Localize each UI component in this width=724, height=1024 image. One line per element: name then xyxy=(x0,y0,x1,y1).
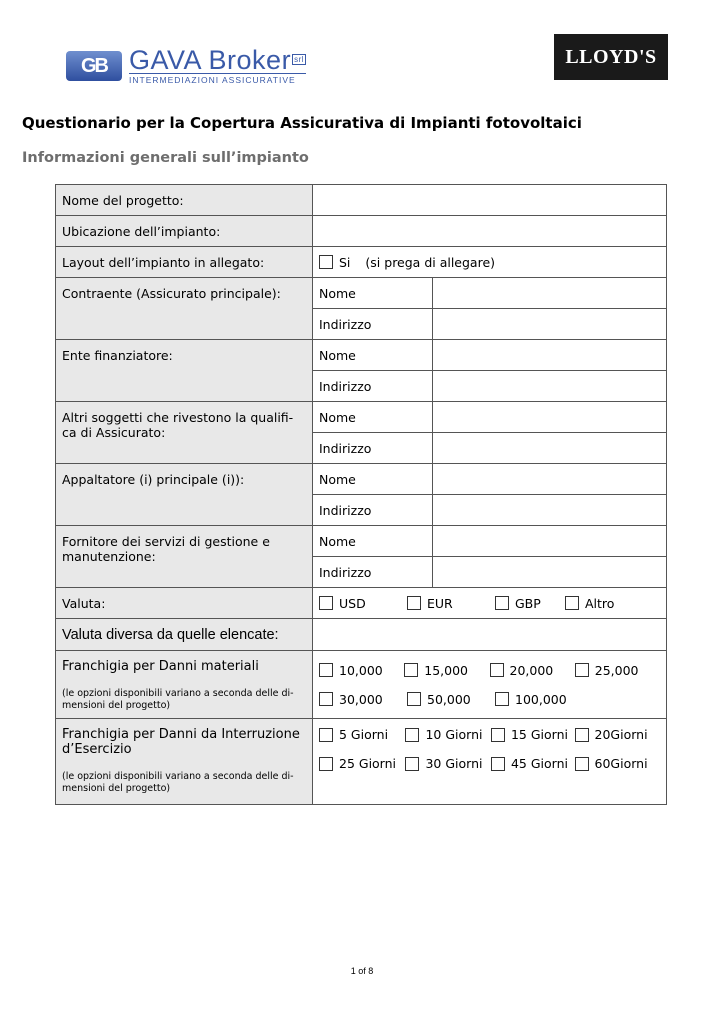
label-appaltatore: Appaltatore (i) principale (i)): xyxy=(56,464,313,526)
label-franchigia-interruzione: Franchigia per Danni da Interruzione d’Esercizio (le opzioni disponibili variano a seconda delle di- mensioni del progetto) xyxy=(56,719,313,805)
label-fornitore: Fornitore dei servizi di gestione e manutenzione: xyxy=(56,526,313,588)
label-valuta: Valuta: xyxy=(56,588,313,619)
input-altri-nome[interactable] xyxy=(433,402,667,433)
checkbox-60-giorni[interactable]: 60Giorni xyxy=(575,756,661,771)
input-contraente-nome[interactable] xyxy=(433,278,667,309)
input-appaltatore-indirizzo[interactable] xyxy=(433,495,667,526)
input-contraente-indirizzo[interactable] xyxy=(433,309,667,340)
label-appaltatore-nome: Nome xyxy=(313,464,433,495)
input-altri-indirizzo[interactable] xyxy=(433,433,667,464)
checkbox-altro[interactable]: Altro xyxy=(565,596,653,611)
layout-note: (si prega di allegare) xyxy=(365,254,496,270)
checkbox-eur[interactable]: EUR xyxy=(407,596,495,611)
input-ente-indirizzo[interactable] xyxy=(433,371,667,402)
input-fornitore-nome[interactable] xyxy=(433,526,667,557)
checkbox-fr-100000[interactable]: 100,000 xyxy=(495,692,583,707)
label-contraente: Contraente (Assicurato principale): xyxy=(56,278,313,340)
label-altri-soggetti: Altri soggetti che rivestono la qualifi- ca di Assicurato: xyxy=(56,402,313,464)
gava-name: GAVA Broker xyxy=(129,44,292,75)
checkbox-10-giorni[interactable]: 10 Giorni xyxy=(405,727,491,742)
checkbox-gbp[interactable]: GBP xyxy=(495,596,565,611)
label-contraente-indirizzo: Indirizzo xyxy=(313,309,433,340)
label-ente-finanziatore: Ente finanziatore: xyxy=(56,340,313,402)
checkbox-20-giorni[interactable]: 20Giorni xyxy=(575,727,661,742)
input-fornitore-indirizzo[interactable] xyxy=(433,557,667,588)
label-ubicazione: Ubicazione dell’impianto: xyxy=(56,216,313,247)
input-nome-progetto[interactable] xyxy=(313,185,667,216)
checkbox-fr-30000[interactable]: 30,000 xyxy=(319,692,407,707)
checkbox-45-giorni[interactable]: 45 Giorni xyxy=(491,756,575,771)
input-appaltatore-nome[interactable] xyxy=(433,464,667,495)
label-fornitore-indirizzo: Indirizzo xyxy=(313,557,433,588)
gava-broker-logo xyxy=(66,44,306,85)
input-ente-nome[interactable] xyxy=(433,340,667,371)
section-title: Informazioni generali sull’impianto xyxy=(22,150,309,166)
checkbox-15-giorni[interactable]: 15 Giorni xyxy=(491,727,575,742)
checkbox-fr-15000[interactable]: 15,000 xyxy=(404,663,489,678)
label-contraente-nome: Nome xyxy=(313,278,433,309)
label-franchigia-danni: Franchigia per Danni materiali (le opzioni disponibili variano a seconda delle di- mensioni del progetto) xyxy=(56,651,313,719)
general-info-form xyxy=(55,184,667,805)
checkbox-fr-20000[interactable]: 20,000 xyxy=(490,663,575,678)
page-number: 1 of 8 xyxy=(350,966,374,976)
label-altri-indirizzo: Indirizzo xyxy=(313,433,433,464)
input-ubicazione[interactable] xyxy=(313,216,667,247)
input-valuta-diversa[interactable] xyxy=(313,619,667,651)
label-altri-nome: Nome xyxy=(313,402,433,433)
gava-logo-mark: GB xyxy=(66,51,122,81)
checkbox-usd[interactable]: USD xyxy=(319,596,407,611)
lloyds-logo: LLOYD'S xyxy=(554,34,668,80)
checkbox-fr-10000[interactable]: 10,000 xyxy=(319,663,404,678)
page-title: Questionario per la Copertura Assicurativa di Impianti fotovoltaici xyxy=(22,114,582,132)
label-ente-nome: Nome xyxy=(313,340,433,371)
label-layout: Layout dell’impianto in allegato: xyxy=(56,247,313,278)
franchigia-interruzione-note: (le opzioni disponibili variano a seconda delle di- mensioni del progetto) xyxy=(62,771,294,794)
checkbox-30-giorni[interactable]: 30 Giorni xyxy=(405,756,491,771)
checkbox-25-giorni[interactable]: 25 Giorni xyxy=(319,756,405,771)
franchigia-danni-note: (le opzioni disponibili variano a seconda delle di- mensioni del progetto) xyxy=(62,688,294,711)
label-valuta-diversa: Valuta diversa da quelle elencate: xyxy=(56,619,313,651)
label-ente-indirizzo: Indirizzo xyxy=(313,371,433,402)
label-fornitore-nome: Nome xyxy=(313,526,433,557)
label-nome-progetto: Nome del progetto: xyxy=(56,185,313,216)
label-appaltatore-indirizzo: Indirizzo xyxy=(313,495,433,526)
checkbox-fr-50000[interactable]: 50,000 xyxy=(407,692,495,707)
checkbox-fr-25000[interactable]: 25,000 xyxy=(575,663,660,678)
gava-srl: srl xyxy=(294,54,305,64)
gava-subtitle: INTERMEDIAZIONI ASSICURATIVE xyxy=(129,73,306,85)
checkbox-layout-si[interactable]: Si xyxy=(319,255,350,270)
checkbox-5-giorni[interactable]: 5 Giorni xyxy=(319,727,405,742)
